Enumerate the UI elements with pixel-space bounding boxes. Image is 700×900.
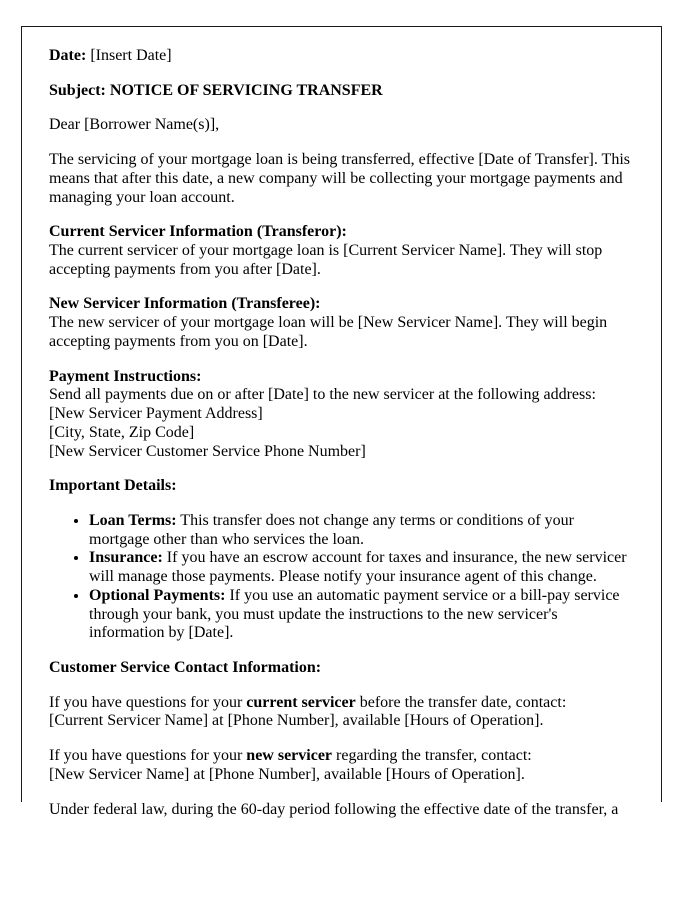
new-servicer-emphasis: new servicer [246,747,333,765]
payment-city-line: [City, State, Zip Code] [49,423,195,441]
legal-note-paragraph: Under federal law, during the 60-day period following the effective date of the transfer, a [49,800,619,818]
optional-payments-label: Optional Payments: [89,586,226,604]
list-item-loan-terms [89,512,634,549]
salutation: Dear [Borrower Name(s)], [49,116,220,134]
loan-terms-label: Loan Terms: [89,511,177,529]
payment-address-line: [New Servicer Payment Address] [49,405,263,423]
current-servicer-section [49,223,634,279]
date-label: Date: [49,47,87,64]
optional-payments-text: If you use an automatic payment service or a bill-pay service through your bank, you must update the instructions to the new servicer's information by [Date]. [89,586,620,642]
insurance-text: If you have an escrow account for taxes and insurance, the new servicer will manage those payments. Please notify your insurance agent of this change. [89,549,627,586]
current-servicer-emphasis: current servicer [246,693,356,711]
list-item-insurance [89,549,634,586]
new-servicer-section [49,295,634,351]
intro-paragraph: The servicing of your mortgage loan is being transferred, effective [Date of Transfer]. This means that after this date, a new company will be collecting your mortgage payments and managing your loan account. [49,151,630,206]
new-servicer-body: The new servicer of your mortgage loan will be [New Servicer Name]. They will begin accepting payments from you on [Date]. [49,314,608,350]
payment-phone-line: [New Servicer Customer Service Phone Number] [49,442,366,460]
customer-service-heading: Customer Service Contact Information: [49,658,322,676]
date-line [49,47,634,66]
subject-text: Subject: NOTICE OF SERVICING TRANSFER [49,81,383,99]
important-details-heading: Important Details: [49,477,177,495]
current-servicer-heading: Current Servicer Information (Transferor): [49,223,347,241]
list-item-optional-payments [89,587,634,643]
current-servicer-body: The current servicer of your mortgage loan is [Current Servicer Name]. They will stop accepting payments from you after [Date]. [49,242,603,278]
subject-line [49,82,634,101]
new-servicer-contact-line2: [New Servicer Name] at [Phone Number], available [Hours of Operation]. [49,765,525,783]
new-servicer-heading: New Servicer Information (Transferee): [49,295,321,313]
insurance-label: Insurance: [89,549,163,567]
servicing-transfer-letter [21,26,662,818]
date-value: [Insert Date] [86,47,172,64]
payment-instructions-section [49,368,634,462]
payment-instructions-heading: Payment Instructions: [49,367,202,385]
current-servicer-contact-line2: [Current Servicer Name] at [Phone Number], available [Hours of Operation]. [49,712,544,730]
payment-instructions-line1: Send all payments due on or after [Date] to the new servicer at the following address: [49,386,596,404]
current-servicer-contact: If you have questions for your current servicer before the transfer date, contact: [Current Servicer Name] at [Phone Number], available [Hours of Operation]. [49,693,567,730]
loan-terms-text: This transfer does not change any terms or conditions of your mortgage other than who services the loan. [89,511,574,548]
new-servicer-contact: If you have questions for your new servicer regarding the transfer, contact: [New Servicer Name] at [Phone Number], available [Hours of Operation]. [49,747,532,783]
important-details-list [49,512,634,643]
